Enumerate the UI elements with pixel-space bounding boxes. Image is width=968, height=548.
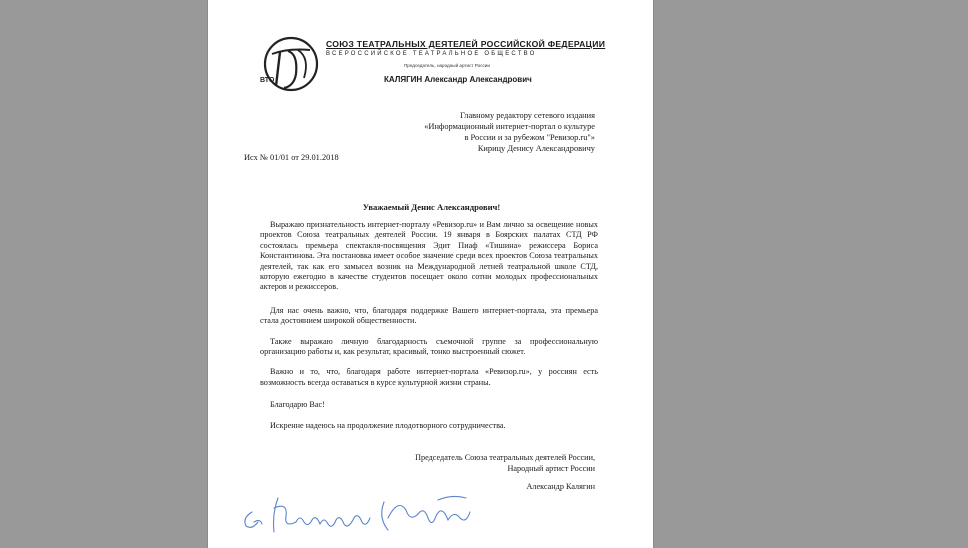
salutation: Уважаемый Денис Александрович! (362, 202, 501, 212)
addressee-line: Главному редактору сетевого издания (460, 111, 595, 120)
viewer-background-right (654, 0, 968, 548)
body-paragraph: Благодарю Вас! (270, 400, 325, 410)
closing-line: Народный артист России (507, 463, 595, 473)
body-paragraph: Для нас очень важно, что, благодаря поддержке Вашего интернет-портала, эта премьера стала достоянием широкой общественности. (260, 305, 598, 326)
std-logo (258, 34, 320, 98)
body-paragraph: Также выражаю личную благодарность съемочной группе за профессиональную организацию работы и, как результат, красивый, тонко выстроенный сюжет. (260, 336, 598, 357)
body-paragraph: Важно и то, что, благодаря работе интернет-портала «Ревизор.ru», у россиян есть возможность всегда оставаться в курсе культурной жизни страны. (260, 367, 598, 387)
logo-text: ВТО (260, 77, 275, 84)
head-role: Председатель, народный артист России (404, 63, 490, 68)
document-page (207, 0, 654, 548)
body-paragraph: Искренне надеюсь на продолжение плодотворного сотрудничества. (270, 420, 506, 430)
addressee-block (335, 110, 595, 154)
letter-body (260, 220, 598, 431)
handwritten-signature (238, 488, 478, 540)
outgoing-reference: Исх № 01/01 от 29.01.2018 (244, 153, 339, 162)
addressee-line: Кирицу Денису Александровичу (477, 144, 595, 153)
closing-line: Председатель Союза театральных деятелей России, (415, 453, 595, 462)
signer-name: Александр Калягин (526, 482, 595, 491)
head-name: КАЛЯГИН Александр Александрович (384, 75, 532, 84)
body-paragraph: Выражаю признательность интернет-порталу «Ревизор.ru» и Вам лично за освещение новых проектов Союза театральных деятелей России. 19 января в Боярских палатах СТД РФ состоялась премьера спектакля-посвящения Эдит Пиаф «Тишина» режиссера Бориса Константинова. Эта постановка имеет особое значение среди всех проектов Союза театральных деятелей, так как его замысел возник на Международной летней театральной школе СТД, которую ежегодно в качестве студентов посещает около сотни молодых профессиональных актеров и режиссеров. (260, 220, 598, 292)
organization-name: СОЮЗ ТЕАТРАЛЬНЫХ ДЕЯТЕЛЕЙ РОССИЙСКОЙ ФЕДЕРАЦИИ (326, 39, 606, 49)
viewer-background-left (0, 0, 207, 548)
organization-subtitle: ВСЕРОССИЙСКОЕ ТЕАТРАЛЬНОЕ ОБЩЕСТВО (326, 51, 537, 57)
closing-block (335, 453, 595, 474)
addressee-line: в России и за рубежом "Ревизор.ru"» (464, 133, 595, 142)
addressee-line: «Информационный интернет-портал о культуре (424, 122, 595, 131)
